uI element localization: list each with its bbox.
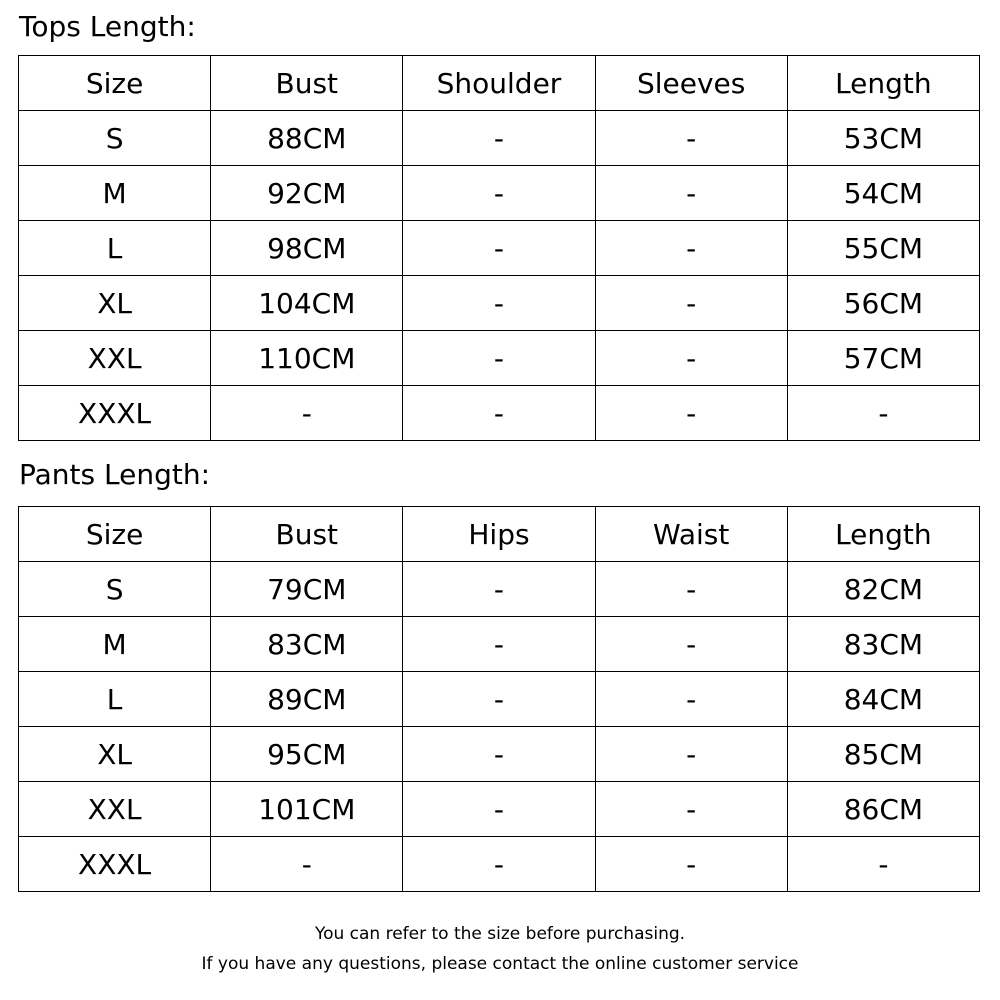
cell-shoulder: - xyxy=(403,276,595,331)
header-sleeves: Sleeves xyxy=(595,56,787,111)
cell-bust: 101CM xyxy=(211,782,403,837)
table-header-row xyxy=(19,56,980,111)
cell-waist: - xyxy=(595,727,787,782)
cell-waist: - xyxy=(595,617,787,672)
cell-size: M xyxy=(19,166,211,221)
tops-length-title: Tops Length: xyxy=(19,10,196,43)
cell-bust: 104CM xyxy=(211,276,403,331)
cell-hips: - xyxy=(403,562,595,617)
cell-hips: - xyxy=(403,672,595,727)
cell-size: XXXL xyxy=(19,837,211,892)
table-row xyxy=(19,672,980,727)
header-size: Size xyxy=(19,56,211,111)
header-shoulder: Shoulder xyxy=(403,56,595,111)
footer-note-refer-size: You can refer to the size before purchasing. xyxy=(314,924,686,944)
header-size: Size xyxy=(19,507,211,562)
header-length: Length xyxy=(787,507,979,562)
cell-size: XXL xyxy=(19,331,211,386)
cell-waist: - xyxy=(595,672,787,727)
table-row xyxy=(19,166,980,221)
cell-bust: 89CM xyxy=(211,672,403,727)
header-length: Length xyxy=(787,56,979,111)
tops-size-table xyxy=(18,55,980,441)
cell-length: 54CM xyxy=(787,166,979,221)
cell-length: - xyxy=(787,386,979,441)
cell-sleeves: - xyxy=(595,331,787,386)
cell-sleeves: - xyxy=(595,111,787,166)
cell-waist: - xyxy=(595,837,787,892)
table-row xyxy=(19,727,980,782)
footer-note-contact-service: If you have any questions, please contact the online customer service xyxy=(201,954,799,974)
cell-bust: 79CM xyxy=(211,562,403,617)
cell-length: 83CM xyxy=(787,617,979,672)
cell-length: 82CM xyxy=(787,562,979,617)
header-waist: Waist xyxy=(595,507,787,562)
cell-size: S xyxy=(19,562,211,617)
cell-waist: - xyxy=(595,782,787,837)
cell-size: S xyxy=(19,111,211,166)
table-header-row xyxy=(19,507,980,562)
table-row xyxy=(19,562,980,617)
cell-size: L xyxy=(19,221,211,276)
cell-hips: - xyxy=(403,617,595,672)
cell-sleeves: - xyxy=(595,166,787,221)
cell-size: XXL xyxy=(19,782,211,837)
table-row xyxy=(19,276,980,331)
cell-shoulder: - xyxy=(403,221,595,276)
header-bust: Bust xyxy=(211,507,403,562)
cell-hips: - xyxy=(403,837,595,892)
cell-hips: - xyxy=(403,727,595,782)
tops-table-body xyxy=(19,56,980,441)
cell-bust: 88CM xyxy=(211,111,403,166)
cell-sleeves: - xyxy=(595,386,787,441)
pants-table-body xyxy=(19,507,980,892)
cell-size: XXXL xyxy=(19,386,211,441)
cell-sleeves: - xyxy=(595,276,787,331)
table-row xyxy=(19,617,980,672)
cell-bust: 83CM xyxy=(211,617,403,672)
cell-bust: 98CM xyxy=(211,221,403,276)
table-row xyxy=(19,837,980,892)
cell-waist: - xyxy=(595,562,787,617)
cell-size: L xyxy=(19,672,211,727)
table-row xyxy=(19,221,980,276)
table-row xyxy=(19,111,980,166)
cell-bust: 95CM xyxy=(211,727,403,782)
cell-size: XL xyxy=(19,276,211,331)
pants-size-table xyxy=(18,506,980,892)
pants-length-title: Pants Length: xyxy=(19,458,211,491)
cell-length: 86CM xyxy=(787,782,979,837)
cell-hips: - xyxy=(403,782,595,837)
cell-bust: - xyxy=(211,837,403,892)
header-hips: Hips xyxy=(403,507,595,562)
cell-bust: 110CM xyxy=(211,331,403,386)
table-row xyxy=(19,331,980,386)
cell-sleeves: - xyxy=(595,221,787,276)
cell-shoulder: - xyxy=(403,166,595,221)
cell-length: 55CM xyxy=(787,221,979,276)
cell-bust: - xyxy=(211,386,403,441)
cell-size: XL xyxy=(19,727,211,782)
cell-bust: 92CM xyxy=(211,166,403,221)
cell-length: 85CM xyxy=(787,727,979,782)
cell-length: 57CM xyxy=(787,331,979,386)
cell-shoulder: - xyxy=(403,331,595,386)
cell-length: 56CM xyxy=(787,276,979,331)
header-bust: Bust xyxy=(211,56,403,111)
table-row xyxy=(19,386,980,441)
cell-length: 53CM xyxy=(787,111,979,166)
cell-length: - xyxy=(787,837,979,892)
cell-shoulder: - xyxy=(403,111,595,166)
cell-size: M xyxy=(19,617,211,672)
cell-length: 84CM xyxy=(787,672,979,727)
cell-shoulder: - xyxy=(403,386,595,441)
table-row xyxy=(19,782,980,837)
